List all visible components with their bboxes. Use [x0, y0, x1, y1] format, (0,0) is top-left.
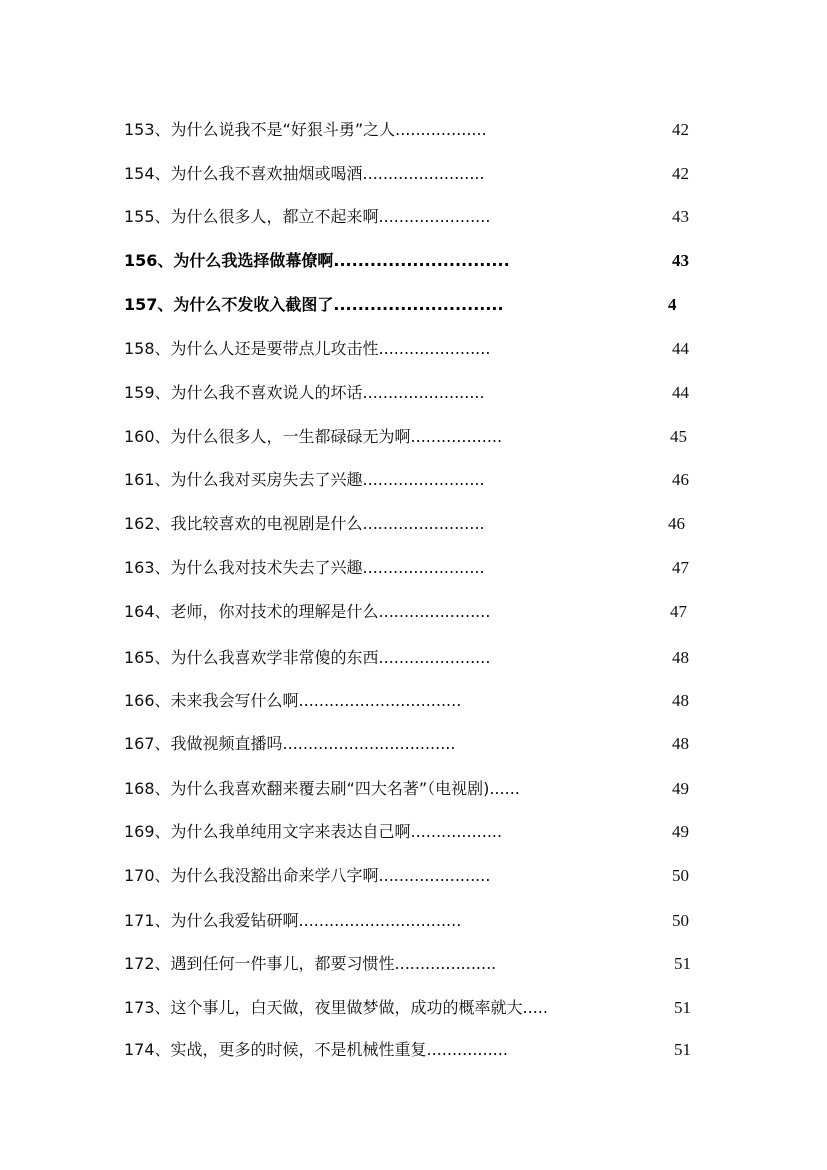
toc-entry-168[interactable]	[124, 777, 694, 801]
toc-entry-page-number: 49	[672, 779, 689, 798]
toc-entry-page-number: 46	[672, 470, 689, 489]
toc-entry-page-number: 43	[672, 207, 689, 226]
toc-entry-title: 154、为什么我不喜欢抽烟或喝酒........................	[124, 164, 485, 183]
toc-entry-158[interactable]	[124, 337, 694, 361]
toc-entry-174[interactable]	[124, 1038, 694, 1062]
toc-entry-title: 172、遇到任何一件事儿，都要习惯性....................	[124, 954, 497, 973]
toc-entry-169[interactable]	[124, 820, 694, 844]
toc-entry-page-number: 50	[672, 866, 689, 885]
toc-entry-161[interactable]	[124, 468, 694, 492]
toc-entry-title: 167、我做视频直播吗..................................	[124, 734, 456, 753]
toc-entry-title: 169、为什么我单纯用文字来表达自己啊..................	[124, 822, 503, 841]
toc-entry-title: 160、为什么很多人，一生都碌碌无为啊..................	[124, 427, 503, 446]
toc-entry-title: 156、为什么我选择做幕僚啊.............................	[124, 251, 510, 270]
toc-entry-154[interactable]	[124, 162, 694, 186]
toc-entry-page-number: 51	[674, 1040, 691, 1059]
toc-entry-title: 157、为什么不发收入截图了............................	[124, 295, 504, 314]
toc-entry-title: 153、为什么说我不是“好狠斗勇”之人..................	[124, 120, 487, 139]
toc-entry-title: 173、这个事儿，白天做，夜里做梦做，成功的概率就大.....	[124, 998, 548, 1017]
toc-entry-title: 170、为什么我没豁出命来学八字啊......................	[124, 866, 491, 885]
toc-entry-title: 168、为什么我喜欢翻来覆去刷“四大名著”（电视剧)......	[124, 779, 520, 798]
toc-entry-page-number: 45	[670, 427, 687, 446]
toc-entry-167[interactable]	[124, 732, 694, 756]
toc-entry-page-number: 51	[674, 998, 691, 1017]
toc-entry-page-number: 48	[672, 691, 689, 710]
toc-entry-title: 166、未来我会写什么啊................................	[124, 691, 462, 710]
toc-entry-172[interactable]	[124, 952, 694, 976]
toc-entry-page-number: 46	[668, 514, 685, 533]
toc-entry-title: 174、实战，更多的时候，不是机械性重复................	[124, 1040, 508, 1059]
toc-entry-page-number: 47	[672, 558, 689, 577]
toc-entry-page-number: 51	[674, 954, 691, 973]
toc-entry-title: 155、为什么很多人，都立不起来啊......................	[124, 207, 491, 226]
toc-entry-page-number: 44	[672, 339, 689, 358]
toc-entry-page-number: 43	[672, 251, 689, 270]
toc-entry-153[interactable]	[124, 118, 694, 142]
toc-entry-173[interactable]	[124, 996, 694, 1020]
toc-entry-page-number: 42	[672, 120, 689, 139]
toc-entry-title: 165、为什么我喜欢学非常傻的东西......................	[124, 648, 491, 667]
toc-entry-page-number: 49	[672, 822, 689, 841]
toc-entry-title: 161、为什么我对买房失去了兴趣........................	[124, 470, 485, 489]
toc-entry-159[interactable]	[124, 381, 694, 405]
toc-entry-page-number: 4	[668, 295, 677, 314]
toc-entry-page-number: 48	[672, 648, 689, 667]
toc-entry-page-number: 50	[672, 911, 689, 930]
toc-entry-156[interactable]	[124, 249, 694, 273]
toc-entry-title: 171、为什么我爱钻研啊................................	[124, 911, 462, 930]
toc-entry-164[interactable]	[124, 600, 694, 624]
toc-entry-170[interactable]	[124, 864, 694, 888]
toc-entry-title: 163、为什么我对技术失去了兴趣........................	[124, 558, 485, 577]
toc-entry-163[interactable]	[124, 556, 694, 580]
toc-entry-page-number: 42	[672, 164, 689, 183]
toc-entry-166[interactable]	[124, 689, 694, 713]
toc-entry-162[interactable]	[124, 512, 694, 536]
toc-entry-title: 164、老师，你对技术的理解是什么......................	[124, 602, 491, 621]
toc-entry-171[interactable]	[124, 909, 694, 933]
toc-entry-157[interactable]	[124, 293, 694, 317]
toc-entry-165[interactable]	[124, 646, 694, 670]
toc-entry-page-number: 47	[670, 602, 687, 621]
toc-entry-page-number: 48	[672, 734, 689, 753]
toc-entry-title: 159、为什么我不喜欢说人的坏话........................	[124, 383, 485, 402]
toc-entry-title: 162、我比较喜欢的电视剧是什么........................	[124, 514, 485, 533]
toc-entry-page-number: 44	[672, 383, 689, 402]
toc-entry-title: 158、为什么人还是要带点儿攻击性......................	[124, 339, 491, 358]
toc-entry-160[interactable]	[124, 425, 694, 449]
toc-entry-155[interactable]	[124, 205, 694, 229]
